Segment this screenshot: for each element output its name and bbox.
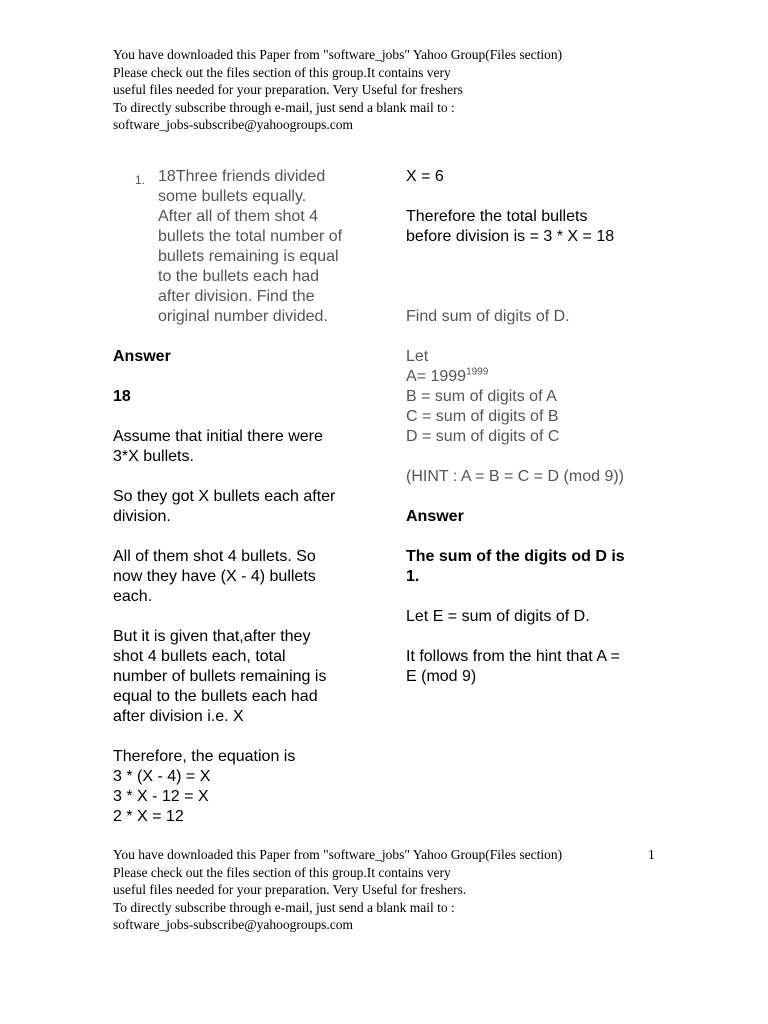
question-line: some bullets equally. bbox=[158, 188, 307, 205]
text-line: now they have (X - 4) bullets bbox=[113, 568, 316, 585]
page-footer bbox=[113, 846, 562, 934]
text-line: Therefore the total bullets bbox=[406, 208, 588, 225]
header-line: Please check out the files section of this group.It contains very bbox=[113, 64, 451, 80]
answer-label: Answer bbox=[406, 508, 464, 525]
follows-paragraph bbox=[406, 647, 666, 687]
text-line: equal to the bullets each had bbox=[113, 688, 318, 705]
text-line: shot 4 bullets each, total bbox=[113, 648, 286, 665]
equation-line: 3 * X - 12 = X bbox=[113, 788, 209, 805]
footer-email: software_jobs-subscribe@yahoogroups.com bbox=[113, 917, 354, 932]
question-number: 1. bbox=[135, 173, 146, 187]
text-line: division. bbox=[113, 508, 171, 525]
hint: (HINT : A = B = C = D (mod 9)) bbox=[406, 468, 624, 485]
let-e: Let E = sum of digits of D. bbox=[406, 608, 590, 625]
text-line: Assume that initial there were bbox=[113, 428, 323, 445]
question-line: bullets remaining is equal bbox=[158, 248, 339, 265]
header-line: useful files needed for your preparation. Very Useful for freshers bbox=[113, 82, 463, 97]
a-base: A= 1999 bbox=[406, 368, 467, 385]
question-item bbox=[113, 167, 378, 327]
text-line: after division i.e. X bbox=[113, 708, 244, 725]
question-line: original number divided. bbox=[158, 308, 328, 325]
answer-text bbox=[406, 547, 666, 587]
equation-line: 2 * X = 12 bbox=[113, 808, 184, 825]
footer-line: Please check out the files section of this group.It contains very bbox=[113, 864, 451, 880]
x-value: X = 6 bbox=[406, 168, 444, 185]
right-column bbox=[406, 167, 666, 687]
given-paragraph bbox=[113, 627, 378, 727]
header-email: software_jobs-subscribe@yahoogroups.com bbox=[113, 117, 354, 132]
footer-line: To directly subscribe through e-mail, just send a blank mail to : bbox=[113, 899, 455, 915]
a-exponent: 1999 bbox=[466, 366, 489, 378]
b-definition: B = sum of digits of A bbox=[406, 388, 557, 405]
assume-paragraph bbox=[113, 427, 378, 467]
text-line: E (mod 9) bbox=[406, 668, 477, 685]
answer-label: Answer bbox=[113, 348, 171, 365]
equation-paragraph bbox=[113, 747, 378, 827]
equation-line: 3 * (X - 4) = X bbox=[113, 768, 211, 785]
question-line: to the bullets each had bbox=[158, 268, 320, 285]
d-definition: D = sum of digits of C bbox=[406, 428, 560, 445]
question-line: bullets the total number of bbox=[158, 228, 343, 245]
page-number: 1 bbox=[648, 847, 655, 862]
text-line: It follows from the hint that A = bbox=[406, 648, 620, 665]
text-line: before division is = 3 * X = 18 bbox=[406, 228, 615, 245]
text-line: 3*X bullets. bbox=[113, 448, 194, 465]
text-line: Therefore, the equation is bbox=[113, 748, 296, 765]
text-line: So they got X bullets each after bbox=[113, 488, 336, 505]
text-line: All of them shot 4 bullets. So bbox=[113, 548, 316, 565]
header-line: To directly subscribe through e-mail, just send a blank mail to : bbox=[113, 99, 455, 115]
header-line: You have downloaded this Paper from "software_jobs" Yahoo Group(Files section) bbox=[113, 47, 563, 62]
text-line: number of bullets remaining is bbox=[113, 668, 327, 685]
footer-line: You have downloaded this Paper from "software_jobs" Yahoo Group(Files section) bbox=[113, 847, 563, 862]
let-label: Let bbox=[406, 348, 429, 365]
text-line: 1. bbox=[406, 568, 420, 585]
question-line: 18Three friends divided bbox=[158, 168, 326, 185]
left-column bbox=[113, 167, 378, 827]
a-definition bbox=[406, 367, 666, 387]
got-paragraph bbox=[113, 487, 378, 527]
answer-value: 18 bbox=[113, 388, 131, 405]
shot-paragraph bbox=[113, 547, 378, 607]
text-line: each. bbox=[113, 588, 153, 605]
footer-line: useful files needed for your preparation. Very Useful for freshers. bbox=[113, 882, 467, 897]
find-question: Find sum of digits of D. bbox=[406, 308, 570, 325]
text-line: The sum of the digits od D is bbox=[406, 548, 625, 565]
text-line: But it is given that,after they bbox=[113, 628, 311, 645]
c-definition: C = sum of digits of B bbox=[406, 408, 559, 425]
total-paragraph bbox=[406, 207, 666, 247]
page-header bbox=[113, 46, 562, 134]
question-line: After all of them shot 4 bbox=[158, 208, 319, 225]
question-line: after division. Find the bbox=[158, 288, 315, 305]
